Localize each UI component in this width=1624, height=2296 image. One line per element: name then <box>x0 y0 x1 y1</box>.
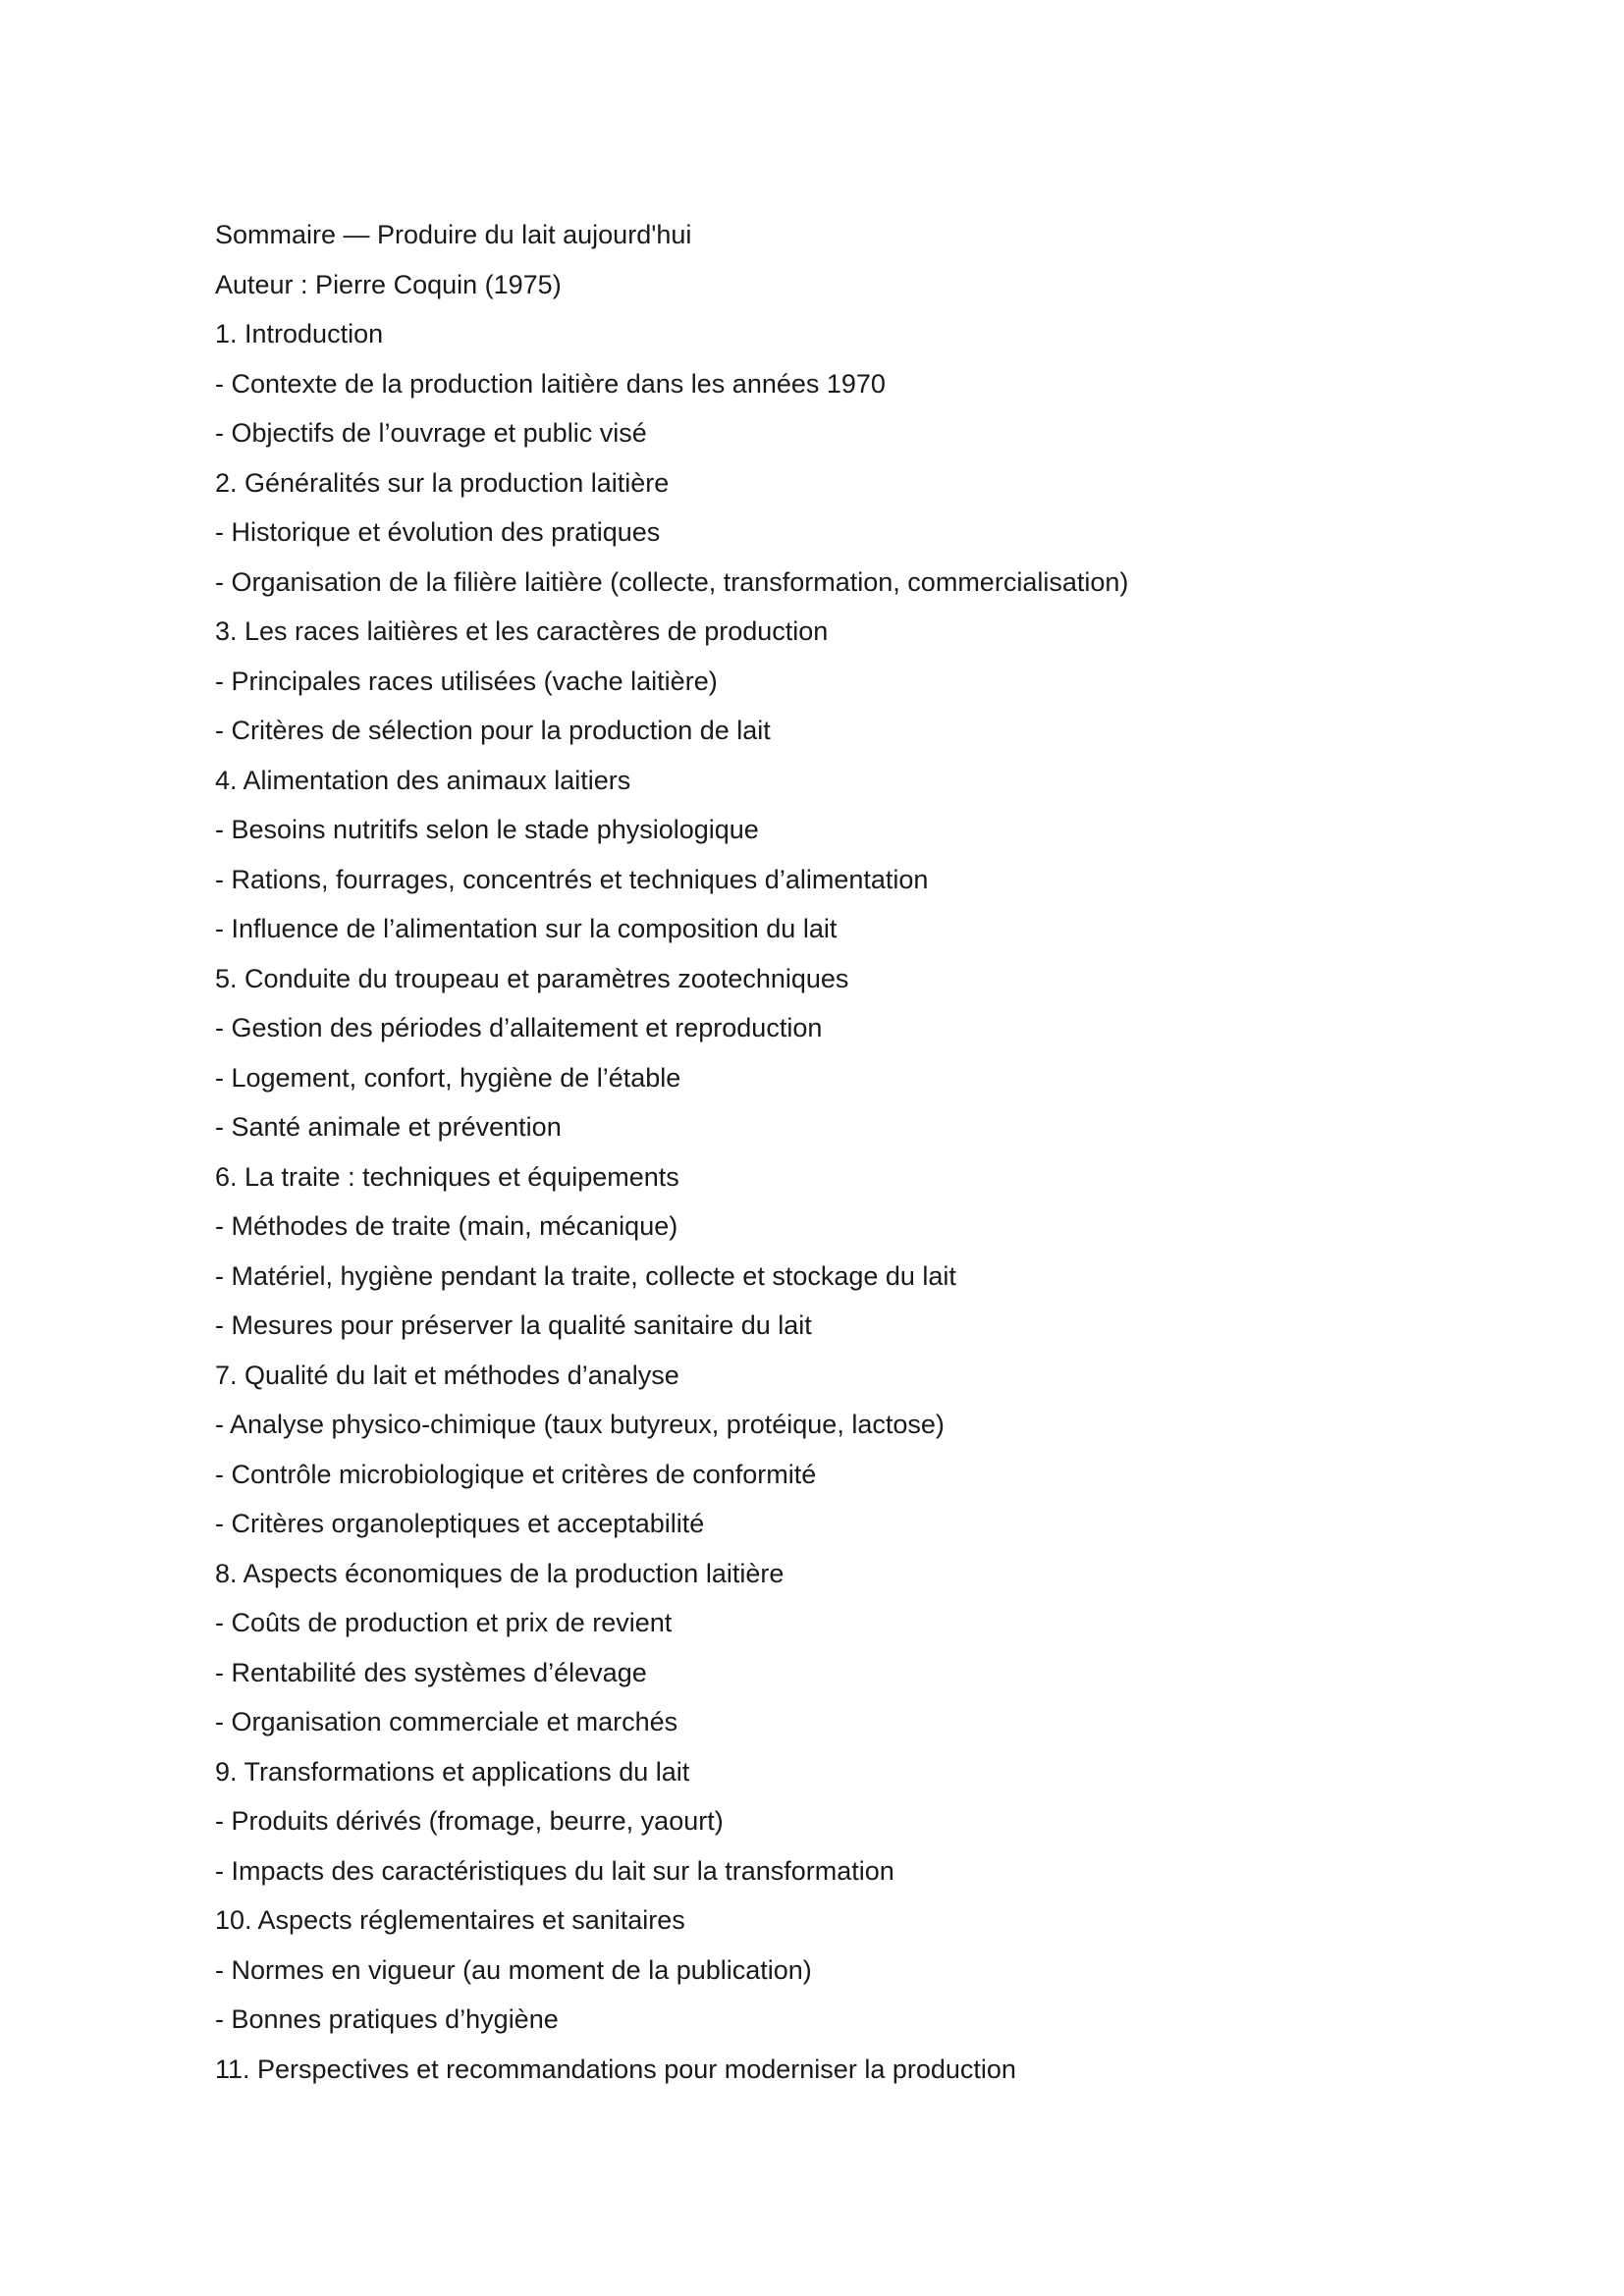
toc-section-heading: 8. Aspects économiques de la production laitière <box>215 1558 785 1588</box>
toc-subitem: - Coûts de production et prix de revient <box>215 1608 673 1637</box>
toc-subitem: - Objectifs de l’ouvrage et public visé <box>215 418 647 448</box>
toc-subitem: - Méthodes de traite (main, mécanique) <box>215 1211 678 1241</box>
toc-subitem: - Produits dérivés (fromage, beurre, yaourt) <box>215 1806 724 1836</box>
toc-subitem: - Organisation commerciale et marchés <box>215 1707 678 1736</box>
toc-subitem: - Impacts des caractéristiques du lait sur la transformation <box>215 1855 894 1886</box>
toc-subitem: - Principales races utilisées (vache laitière) <box>215 666 718 696</box>
toc-subitem: - Mesures pour préserver la qualité sanitaire du lait <box>215 1310 812 1340</box>
toc-section-heading: 7. Qualité du lait et méthodes d’analyse <box>215 1360 679 1390</box>
toc-section-heading: 4. Alimentation des animaux laitiers <box>215 765 631 795</box>
document-author: Auteur : Pierre Coquin (1975) <box>215 269 562 299</box>
toc-subitem: - Gestion des périodes d’allaitement et reproduction <box>215 1013 823 1042</box>
toc-section-heading: 6. La traite : techniques et équipements <box>215 1161 679 1192</box>
toc-section-heading: 2. Généralités sur la production laitière <box>215 467 670 498</box>
toc-subitem: - Logement, confort, hygiène de l’étable <box>215 1062 681 1093</box>
toc-subitem: - Rations, fourrages, concentrés et techniques d’alimentation <box>215 864 929 894</box>
document-title: Sommaire — Produire du lait aujourd'hui <box>215 220 692 249</box>
toc-subitem: - Matériel, hygiène pendant la traite, collecte et stockage du lait <box>215 1260 956 1291</box>
toc-subitem: - Critères organoleptiques et acceptabilité <box>215 1509 705 1538</box>
toc-subitem: - Santé animale et prévention <box>215 1112 562 1142</box>
toc-section-heading: 3. Les races laitières et les caractères de production <box>215 616 829 646</box>
toc-subitem: - Bonnes pratiques d’hygiène <box>215 2004 559 2034</box>
toc-subitem: - Influence de l’alimentation sur la composition du lait <box>215 914 838 943</box>
toc-section-heading: 10. Aspects réglementaires et sanitaires <box>215 1905 685 1935</box>
table-of-contents <box>215 210 1491 2094</box>
toc-section-heading: 11. Perspectives et recommandations pour moderniser la production <box>215 2054 1016 2084</box>
toc-subitem: - Organisation de la filière laitière (collecte, transformation, commercialisation) <box>215 566 1129 597</box>
toc-section-heading: 1. Introduction <box>215 319 384 348</box>
toc-section-heading: 9. Transformations et applications du lait <box>215 1756 690 1787</box>
toc-section-heading: 5. Conduite du troupeau et paramètres zootechniques <box>215 963 849 993</box>
toc-subitem: - Normes en vigueur (au moment de la publication) <box>215 1954 812 1985</box>
toc-subitem: - Contexte de la production laitière dans les années 1970 <box>215 368 886 399</box>
toc-subitem: - Historique et évolution des pratiques <box>215 517 661 547</box>
toc-lines <box>215 309 1491 2094</box>
toc-subitem: - Besoins nutritifs selon le stade physiologique <box>215 815 759 844</box>
toc-subitem: - Analyse physico-chimique (taux butyreux, protéique, lactose) <box>215 1410 945 1439</box>
toc-subitem: - Contrôle microbiologique et critères de conformité <box>215 1459 817 1489</box>
toc-subitem: - Rentabilité des systèmes d’élevage <box>215 1657 647 1687</box>
toc-subitem: - Critères de sélection pour la production de lait <box>215 716 771 745</box>
